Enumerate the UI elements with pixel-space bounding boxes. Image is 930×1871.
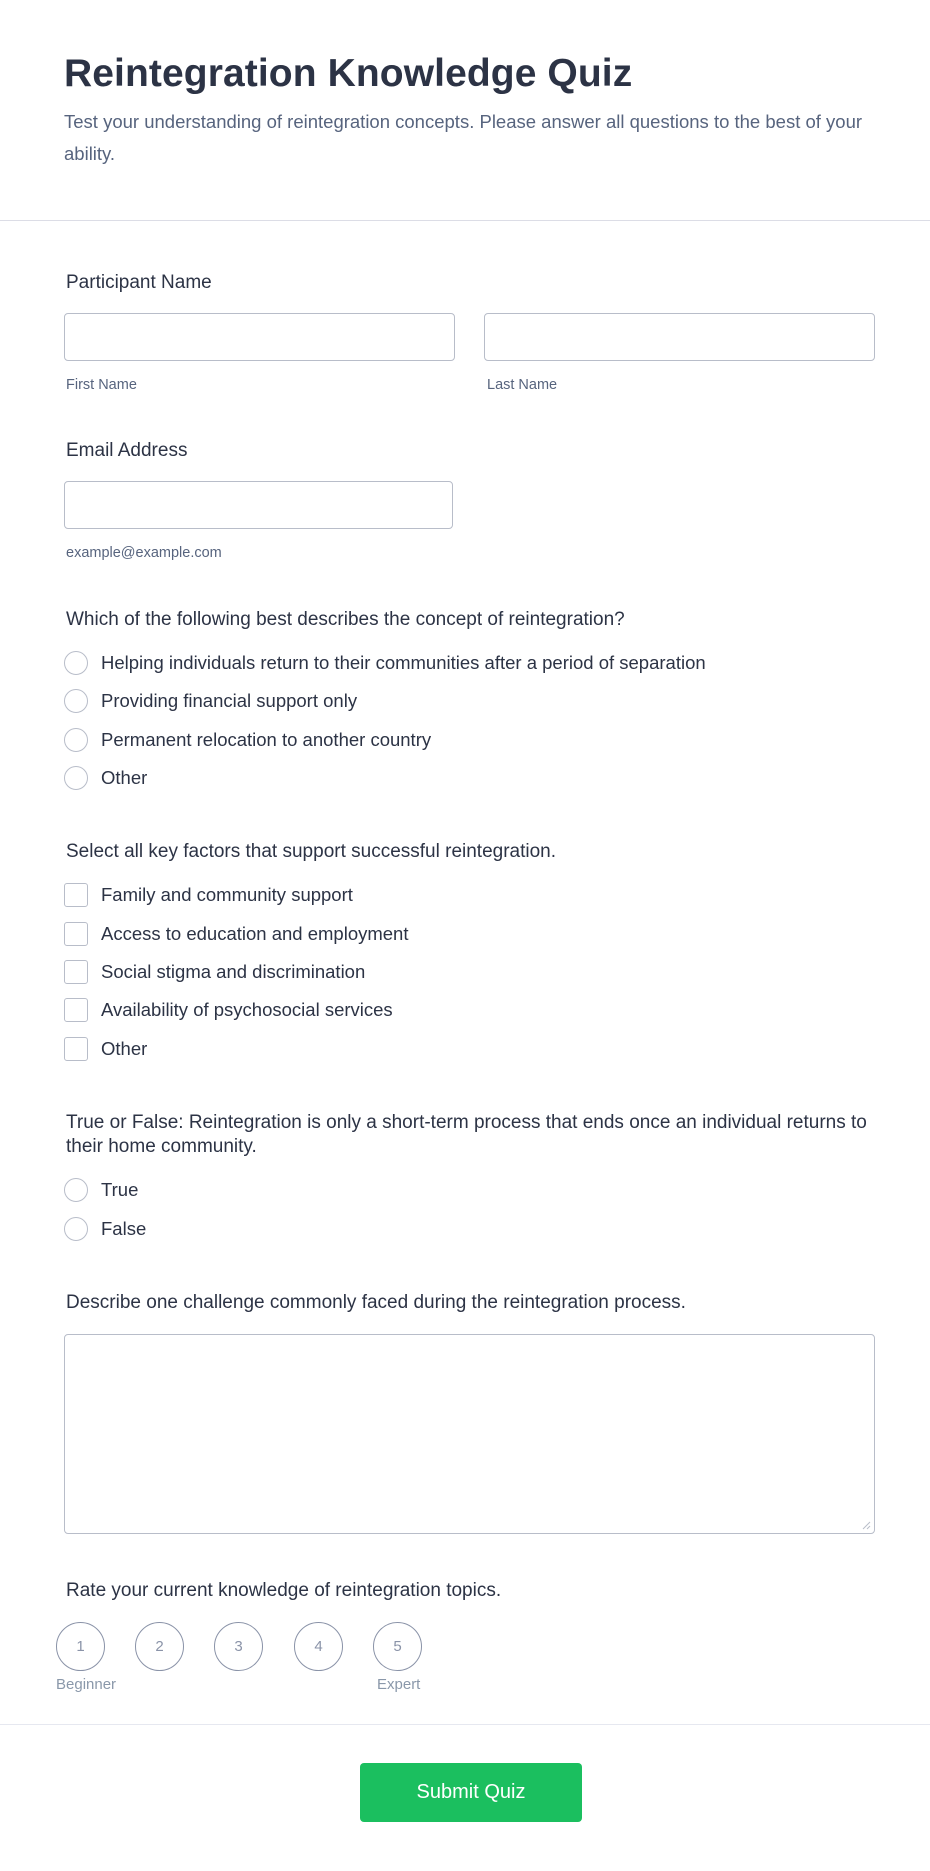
q3-option[interactable] bbox=[64, 1177, 138, 1203]
page-subtitle: Test your understanding of reintegration concepts. Please answer all questions to the best of your ability. bbox=[64, 111, 863, 164]
email-sublabel: example@example.com bbox=[66, 545, 222, 561]
q2-option[interactable] bbox=[64, 1036, 147, 1062]
q2-option[interactable] bbox=[64, 997, 393, 1023]
first-name-input[interactable] bbox=[64, 313, 455, 361]
rating-min-label: Beginner bbox=[56, 1676, 117, 1693]
checkbox[interactable] bbox=[64, 1037, 88, 1061]
rating-option-1[interactable]: 1 bbox=[56, 1622, 105, 1671]
radio-button[interactable] bbox=[64, 689, 88, 713]
checkbox[interactable] bbox=[64, 960, 88, 984]
radio-button[interactable] bbox=[64, 651, 88, 675]
q1-option-label: Helping individuals return to their communities after a period of separation bbox=[101, 652, 706, 673]
q5-question: Rate your current knowledge of reintegration topics. bbox=[66, 1580, 502, 1601]
challenge-textarea[interactable] bbox=[64, 1334, 875, 1534]
radio-button[interactable] bbox=[64, 728, 88, 752]
q4-question: Describe one challenge commonly faced during the reintegration process. bbox=[66, 1292, 686, 1313]
q1-option[interactable] bbox=[64, 650, 706, 676]
q2-option-label: Other bbox=[101, 1038, 148, 1059]
q1-option[interactable] bbox=[64, 765, 147, 791]
submit-button[interactable]: Submit Quiz bbox=[360, 1763, 582, 1822]
last-name-sublabel: Last Name bbox=[487, 377, 558, 393]
form-header bbox=[0, 0, 930, 221]
q2-option-label: Availability of psychosocial services bbox=[101, 999, 393, 1020]
email-input[interactable] bbox=[64, 481, 453, 529]
last-name-input[interactable] bbox=[484, 313, 875, 361]
radio-button[interactable] bbox=[64, 1178, 88, 1202]
q1-option-label: Providing financial support only bbox=[101, 690, 358, 711]
q1-option[interactable] bbox=[64, 727, 431, 753]
rating-option-4[interactable]: 4 bbox=[294, 1622, 343, 1671]
q2-question: Select all key factors that support successful reintegration. bbox=[66, 841, 557, 862]
q3-option-label: True bbox=[101, 1179, 139, 1200]
rating-max-label: Expert bbox=[377, 1676, 421, 1693]
q1-option[interactable] bbox=[64, 688, 357, 714]
q3-option-label: False bbox=[101, 1218, 147, 1239]
first-name-sublabel: First Name bbox=[66, 377, 137, 393]
q2-option-label: Family and community support bbox=[101, 884, 353, 905]
participant-name-label: Participant Name bbox=[66, 272, 212, 293]
rating-option-2[interactable]: 2 bbox=[135, 1622, 184, 1671]
checkbox[interactable] bbox=[64, 922, 88, 946]
q2-option-label: Access to education and employment bbox=[101, 923, 409, 944]
page-title: Reintegration Knowledge Quiz bbox=[64, 52, 633, 95]
q1-option-label: Other bbox=[101, 767, 148, 788]
q2-option[interactable] bbox=[64, 959, 365, 985]
q1-option-label: Permanent relocation to another country bbox=[101, 729, 432, 750]
radio-button[interactable] bbox=[64, 766, 88, 790]
email-label: Email Address bbox=[66, 440, 188, 461]
checkbox[interactable] bbox=[64, 883, 88, 907]
resize-handle-icon[interactable] bbox=[861, 1520, 871, 1530]
radio-button[interactable] bbox=[64, 1217, 88, 1241]
rating-option-3[interactable]: 3 bbox=[214, 1622, 263, 1671]
rating-option-5[interactable]: 5 bbox=[373, 1622, 422, 1671]
q1-question: Which of the following best describes the concept of reintegration? bbox=[66, 609, 625, 630]
q3-option[interactable] bbox=[64, 1216, 146, 1242]
checkbox[interactable] bbox=[64, 998, 88, 1022]
q2-option-label: Social stigma and discrimination bbox=[101, 961, 366, 982]
q2-option[interactable] bbox=[64, 921, 408, 947]
footer-divider bbox=[0, 1724, 930, 1725]
q3-question: True or False: Reintegration is only a short-term process that ends once an individual returns to their home community. bbox=[66, 1112, 867, 1157]
q2-option[interactable] bbox=[64, 882, 353, 908]
